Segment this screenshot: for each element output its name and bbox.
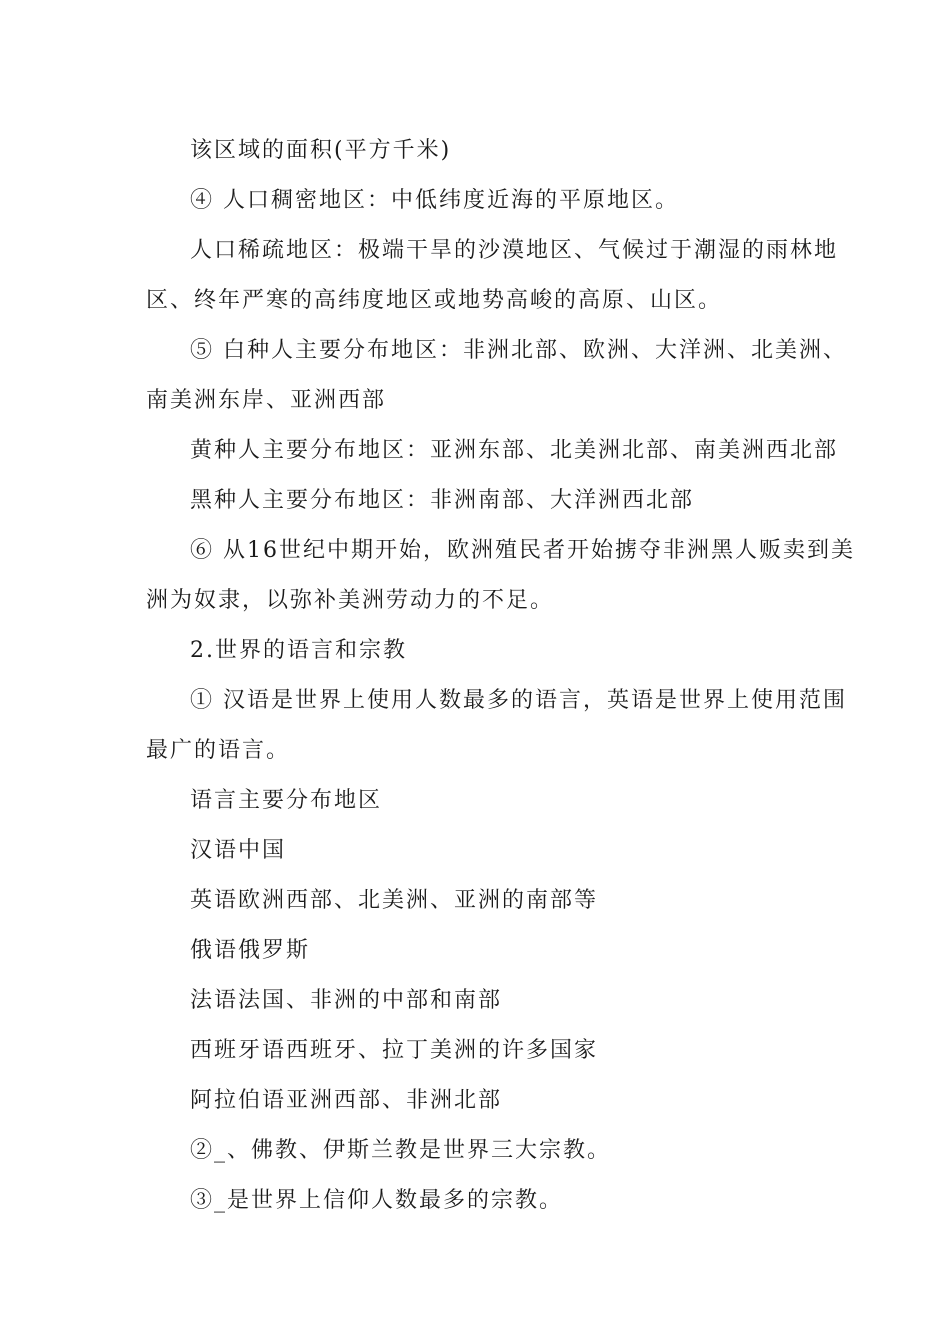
text-line-languages: ① 汉语是世界上使用人数最多的语言，英语是世界上使用范围 xyxy=(190,688,847,713)
text-line-white-race: ⑤ 白种人主要分布地区：非洲北部、欧洲、大洋洲、北美洲、 xyxy=(190,338,847,363)
text-line-arabic: 阿拉伯语亚洲西部、非洲北部 xyxy=(190,1088,503,1113)
text-line-sparse-population-cont: 区、终年严寒的高纬度地区或地势高峻的高原、山区。 xyxy=(146,288,723,313)
text-line-area-unit: 该区域的面积(平方千米) xyxy=(190,138,452,163)
text-line-languages-cont: 最广的语言。 xyxy=(146,738,291,763)
text-line-white-race-cont: 南美洲东岸、亚洲西部 xyxy=(146,388,387,413)
text-line-slave-trade: ⑥ 从16世纪中期开始，欧洲殖民者开始掳夺非洲黑人贩卖到美 xyxy=(190,538,855,563)
text-line-russian: 俄语俄罗斯 xyxy=(190,938,311,963)
text-line-chinese: 汉语中国 xyxy=(190,838,287,863)
text-line-spanish: 西班牙语西班牙、拉丁美洲的许多国家 xyxy=(190,1038,599,1063)
text-line-dense-population: ④ 人口稠密地区：中低纬度近海的平原地区。 xyxy=(190,188,679,213)
text-line-english: 英语欧洲西部、北美洲、亚洲的南部等 xyxy=(190,888,599,913)
text-line-french: 法语法国、非洲的中部和南部 xyxy=(190,988,503,1013)
text-line-slave-trade-cont: 洲为奴隶，以弥补美洲劳动力的不足。 xyxy=(146,588,555,613)
text-line-language-header: 语言主要分布地区 xyxy=(190,788,383,813)
text-line-largest-religion: ③_是世界上信仰人数最多的宗教。 xyxy=(190,1188,564,1213)
text-line-yellow-race: 黄种人主要分布地区：亚洲东部、北美洲北部、南美洲西北部 xyxy=(190,438,839,463)
text-line-black-race: 黑种人主要分布地区：非洲南部、大洋洲西北部 xyxy=(190,488,695,513)
section-heading-language-religion: 2.世界的语言和宗教 xyxy=(190,638,407,663)
text-line-three-religions: ②_、佛教、伊斯兰教是世界三大宗教。 xyxy=(190,1138,612,1163)
text-line-sparse-population: 人口稀疏地区：极端干旱的沙漠地区、气候过于潮湿的雨林地 xyxy=(190,238,839,263)
